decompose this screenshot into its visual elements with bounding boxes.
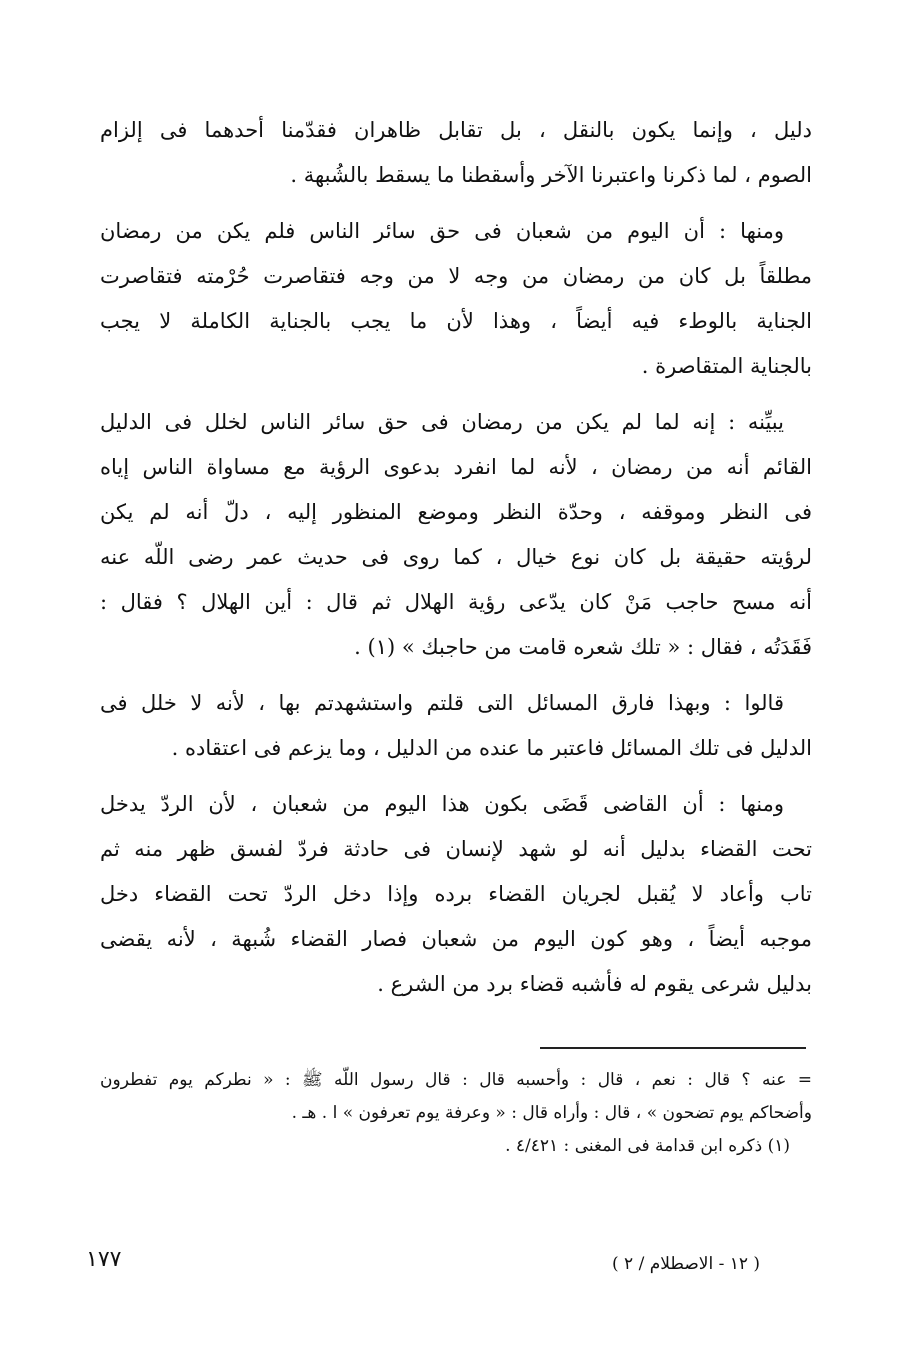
footnote-separator [540, 1047, 806, 1049]
text-line: بالجناية المتقاصرة . [641, 354, 812, 378]
text-line: موجبه أيضاً ، وهو كون اليوم من شعبان فصار القضاء شُبهة ، لأنه يقضى [100, 927, 812, 951]
text-line: مطلقاً بل كان من رمضان من وجه لا من وجه فتقاصرت حُرْمته فتقاصرت [100, 264, 812, 288]
text-line: قالوا : وبهذا فارق المسائل التى قلتم واستشهدتم بها ، لأنه لا خلل فى [100, 691, 784, 715]
paragraph-4 [100, 681, 812, 771]
footnotes [100, 1064, 812, 1163]
text-line: تحت القضاء بدليل أنه لو شهد لإنسان فى حادثة فردّ لفسق ظهر منه ثم [100, 837, 812, 861]
text-line: الدليل فى تلك المسائل فاعتبر ما عنده من الدليل ، وما يزعم فى اعتقاده . [171, 736, 812, 760]
text-line: ومنها : أن القاضى قَضَى بكون هذا اليوم من شعبان ، لأن الردّ يدخل [100, 792, 784, 816]
text-line: الجناية بالوطء فيه أيضاً ، وهذا لأن ما يجب بالجناية الكاملة لا يجب [100, 309, 812, 333]
footnote-1: (١) ذكره ابن قدامة فى المغنى : ٤/٤٢١ . [505, 1136, 790, 1156]
text-line: الصوم ، لما ذكرنا واعتبرنا الآخر وأسقطنا ما يسقط بالشُبهة . [290, 163, 812, 187]
text-line: أنه مسح حاجب مَنْ كان يدّعى رؤية الهلال ثم قال : أين الهلال ؟ فقال : [100, 590, 812, 614]
text-line: تاب وأعاد لا يُقبل لجريان القضاء برده وإذا دخل الردّ تحت القضاء دخل [100, 882, 812, 906]
main-text [100, 108, 812, 1018]
text-line: يبيِّنه : إنه لما لم يكن من رمضان فى حق سائر الناس لخلل فى الدليل [100, 410, 784, 434]
paragraph-2 [100, 209, 812, 389]
paragraph-3 [100, 400, 812, 670]
paragraph-5 [100, 782, 812, 1007]
text-line: ومنها : أن اليوم من شعبان فى حق سائر الناس فلم يكن من رمضان [100, 219, 784, 243]
footnote-continuation-line: = عنه ؟ قال : نعم ، قال : وأحسبه قال : قال رسول اللّه ﷺ : « نطركم يوم تفطرون [100, 1070, 812, 1090]
text-line: القائم أنه من رمضان ، لأنه لما انفرد بدعوى الرؤية مع مساواة الناس إياه [100, 455, 812, 479]
page-number: ١٧٧ [86, 1247, 122, 1272]
text-line: فَقَدَتُه ، فقال : « تلك شعره قامت من حاجبك » (١) . [354, 635, 812, 659]
footnote-continuation-line: وأضحاكم يوم تضحون » ، قال : وأراه قال : « وعرفة يوم تعرفون » ا . هـ . [291, 1103, 812, 1123]
signature-mark: ( ١٢ - الاصطلام / ٢ ) [612, 1254, 761, 1274]
paragraph-1 [100, 108, 812, 198]
text-line: بدليل شرعى يقوم له فأشبه قضاء برد من الشرع . [377, 972, 812, 996]
text-line: دليل ، وإنما يكون بالنقل ، بل تقابل ظاهران فقدّمنا أحدهما فى إلزام [100, 118, 812, 142]
text-line: فى النظر وموقفه ، وحدّة النظر وموضع المنظور إليه ، دلّ أنه لم يكن [100, 500, 812, 524]
text-line: لرؤيته حقيقة بل كان نوع خيال ، كما روى فى حديث عمر رضى اللّه عنه [100, 545, 812, 569]
